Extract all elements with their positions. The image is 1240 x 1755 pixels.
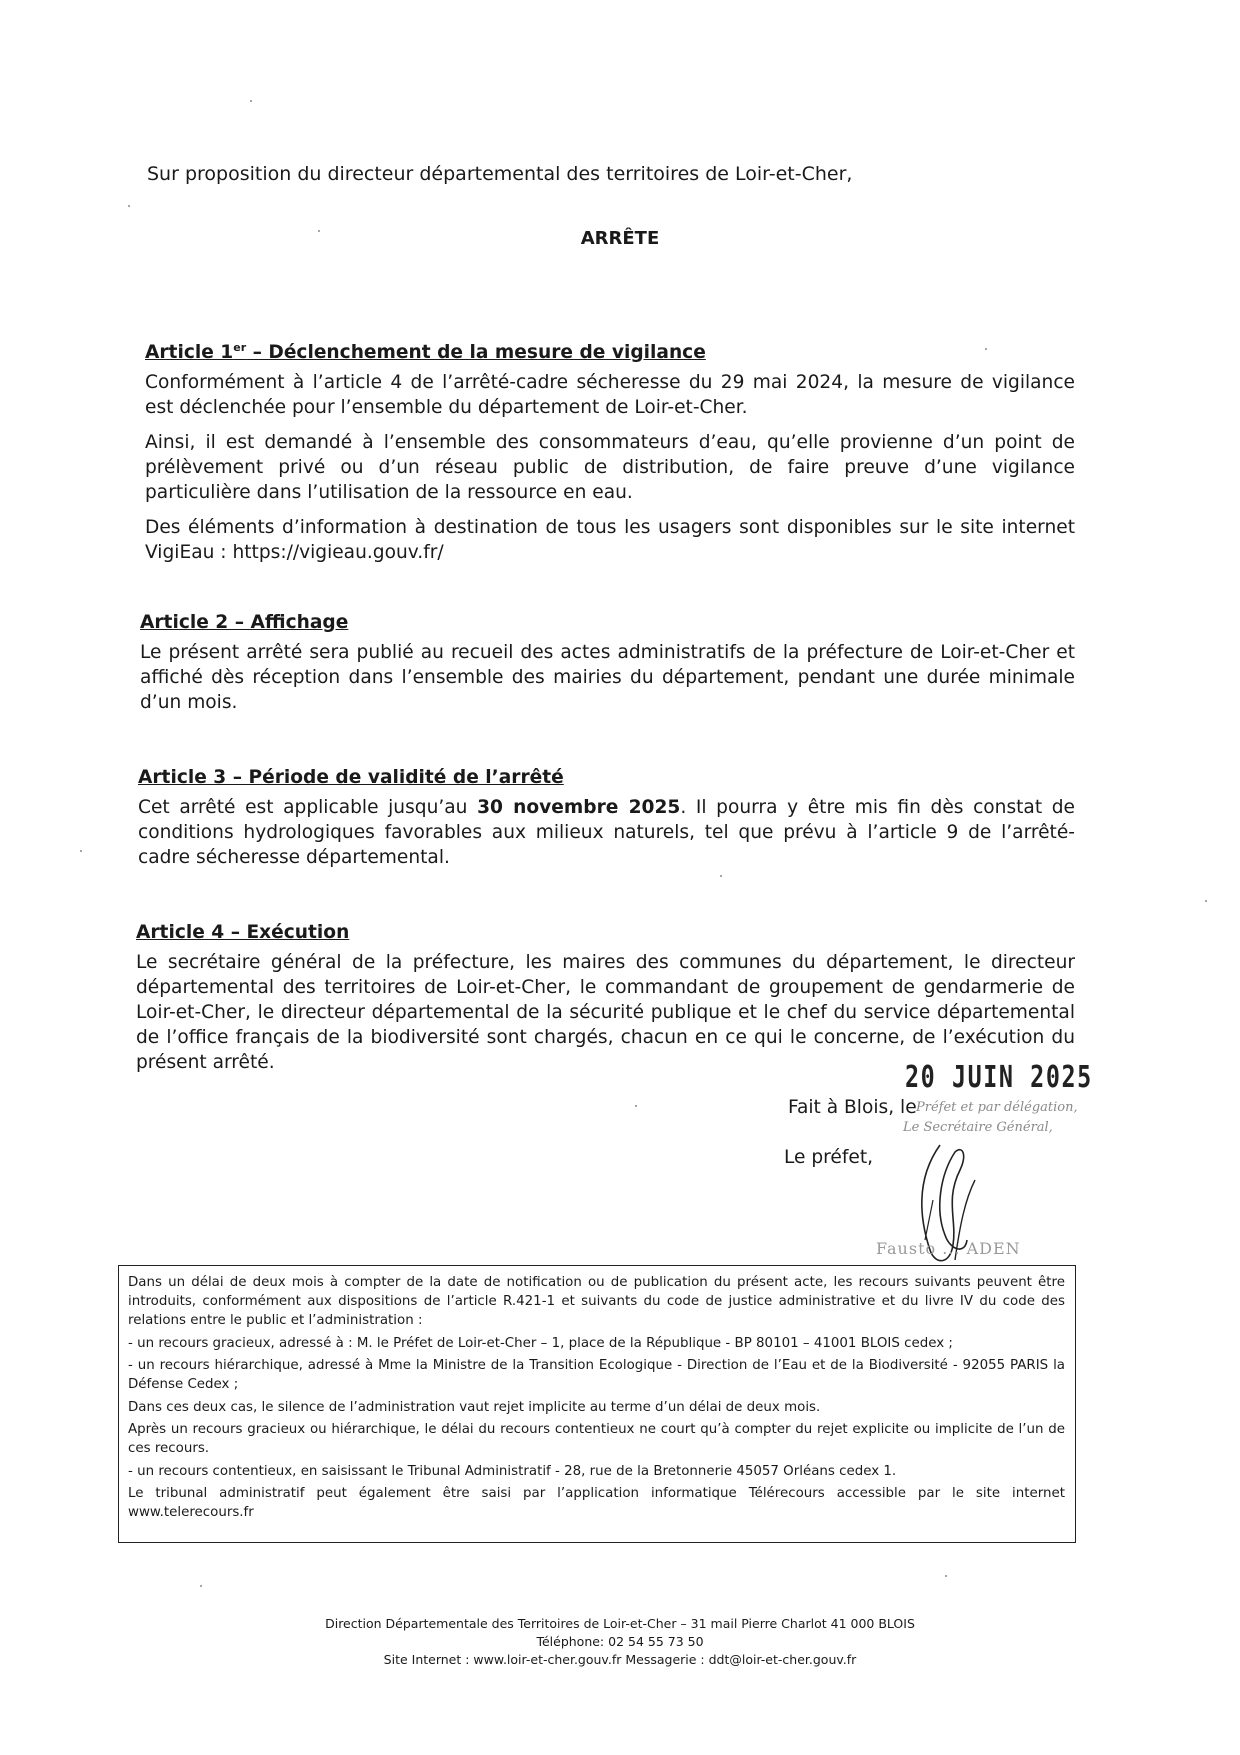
delegation-stamp-line1: Préfet et par délégation, xyxy=(916,1100,1078,1115)
article-2-paragraph: Le présent arrêté sera publié au recueil des actes administratifs de la préfecture de Loir-et-Cher et affiché dès réception dans l’ensemble des mairies du département, pendant une durée minimale d’un mois. xyxy=(140,642,1075,713)
article-4-paragraph: Le secrétaire général de la préfecture, les maires des communes du département, le directeur départemental des territoires de Loir-et-Cher, le commandant de groupement de gendarmerie de Loir-et-Cher, le directeur départemental de la sécurité publique et le chef du service départemental de l’office français de la biodiversité sont chargés, chacun en ce qui le concerne, de l’exécution du présent arrêté. xyxy=(136,952,1075,1073)
notice-line: - un recours gracieux, adressé à : M. le Préfet de Loir-et-Cher – 1, place de la République - BP 80101 – 41001 BLOIS cedex ; xyxy=(128,1335,953,1351)
scan-speck xyxy=(128,205,130,207)
footer-address: Direction Départementale des Territoires de Loir-et-Cher – 31 mail Pierre Charlot 41 000 BLOIS xyxy=(325,1616,915,1631)
scan-speck xyxy=(80,850,82,852)
page-footer xyxy=(0,1615,1240,1669)
article-2 xyxy=(140,610,1075,725)
article-1-paragraph: Ainsi, il est demandé à l’ensemble des consommateurs d’eau, qu’elle provienne d’un point de prélèvement privé ou d’un réseau public de distribution, de faire preuve d’une vigilance particulière dans l’utilisation de la ressource en eau. xyxy=(145,432,1075,504)
article-2-title: Article 2 – Affichage xyxy=(140,612,349,633)
article-1-title: Article 1er – Déclenchement de la mesure de vigilance xyxy=(145,341,706,364)
notice-line: Dans un délai de deux mois à compter de la date de notification ou de publication du présent acte, les recours suivants peuvent être introduits, conformément aux dispositions de l’article R.421-1 et suivants du code de justice administrative et du livre IV du code des relations entre le public et l’administration : xyxy=(128,1275,1065,1328)
footer-phone: Téléphone: 02 54 55 73 50 xyxy=(536,1634,704,1649)
article-1-paragraph: Des éléments d’information à destination de tous les usagers sont disponibles sur le site internet VigiEau : https://vigieau.gouv.fr/ xyxy=(145,517,1075,564)
signer-name: Fausto ... ADEN xyxy=(876,1239,1021,1258)
notice-line: Dans ces deux cas, le silence de l’administration vaut rejet implicite au terme d’un délai de deux mois. xyxy=(128,1399,821,1415)
notice-line: - un recours hiérarchique, adressé à Mme la Ministre de la Transition Ecologique - Direction de l’Eau et de la Biodiversité - 92055 PARIS la Défense Cedex ; xyxy=(128,1358,1065,1392)
scan-speck xyxy=(945,1575,947,1577)
fait-a-blois: Fait à Blois, le xyxy=(788,1097,917,1118)
validity-date: 30 novembre 2025 xyxy=(477,797,681,818)
delegation-stamp-line2: Le Secrétaire Général, xyxy=(903,1120,1053,1135)
footer-web: Site Internet : www.loir-et-cher.gouv.fr Messagerie : ddt@loir-et-cher.gouv.fr xyxy=(383,1652,857,1667)
scan-speck xyxy=(200,1585,202,1587)
scan-speck xyxy=(985,348,987,350)
article-1 xyxy=(145,335,1075,575)
date-stamp: 20 JUIN 2025 xyxy=(905,1060,1093,1095)
scan-speck xyxy=(250,100,252,102)
scan-speck xyxy=(720,875,722,877)
notice-line: Après un recours gracieux ou hiérarchique, le délai du recours contentieux ne court qu’à compter du rejet explicite ou implicite de l’un de ces recours. xyxy=(128,1422,1065,1456)
arrete-heading: ARRÊTE xyxy=(580,228,660,249)
article-1-paragraph: Conformément à l’article 4 de l’arrêté-cadre sécheresse du 29 mai 2024, la mesure de vigilance est déclenchée pour l’ensemble du département de Loir-et-Cher. xyxy=(145,372,1075,419)
prefet-label: Le préfet, xyxy=(784,1147,874,1168)
article-3-paragraph: Cet arrêté est applicable jusqu’au 30 novembre 2025. Il pourra y être mis fin dès constat de conditions hydrologiques favorables aux milieux naturels, tel que prévu à l’article 9 de l’arrêté-cadre sécheresse départemental. xyxy=(138,797,1075,868)
article-3 xyxy=(138,765,1075,880)
notice-line: Le tribunal administratif peut également être saisi par l’application informatique Télérecours accessible par le site internet www.telerecours.fr xyxy=(128,1486,1065,1520)
scan-speck xyxy=(1205,900,1207,902)
article-3-title: Article 3 – Période de validité de l’arrêté xyxy=(138,767,564,788)
intro-text: Sur proposition du directeur départemental des territoires de Loir-et-Cher, xyxy=(147,163,853,185)
notice-line: - un recours contentieux, en saisissant le Tribunal Administratif - 28, rue de la Bretonnerie 45057 Orléans cedex 1. xyxy=(128,1463,897,1479)
appeal-notice-box xyxy=(118,1265,1076,1543)
scan-speck xyxy=(635,1105,637,1107)
article-4-title: Article 4 – Exécution xyxy=(136,922,350,943)
scan-speck xyxy=(318,230,320,232)
